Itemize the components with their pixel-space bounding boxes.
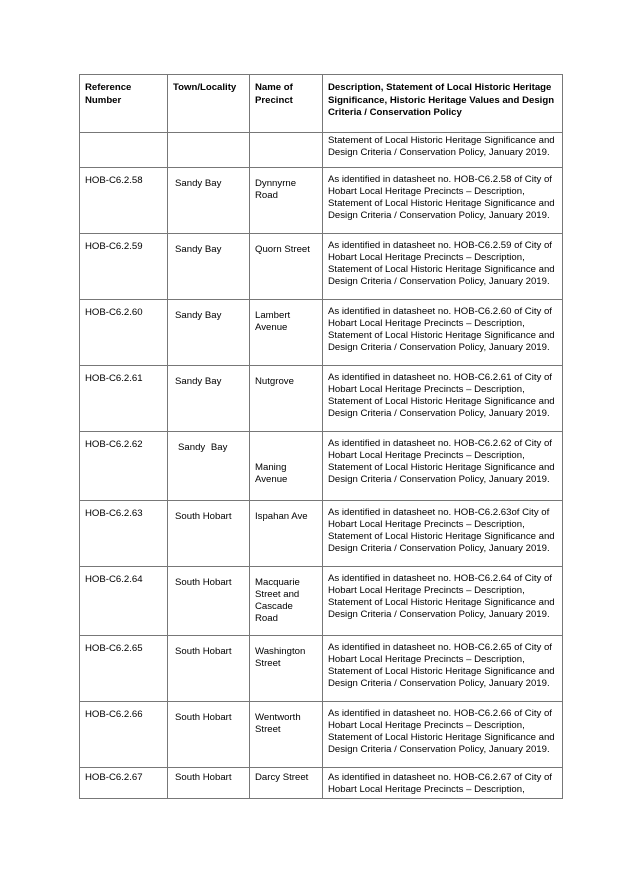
- precinct-cell: Nutgrove: [250, 366, 323, 432]
- table-row: [80, 366, 563, 432]
- header-precinct-name: Name of Precinct: [250, 75, 323, 133]
- town-cell: South Hobart: [168, 636, 250, 702]
- description-cell: As identified in datasheet no. HOB-C6.2.60 of City of Hobart Local Heritage Precincts – Description, Statement of Local Historic Heritage Significance and Design Criteria / Conservation Policy, January 2019.: [323, 300, 563, 366]
- town-cell: Sandy Bay: [168, 366, 250, 432]
- table-row: [80, 300, 563, 366]
- table-row: [80, 234, 563, 300]
- description-cell: As identified in datasheet no. HOB-C6.2.63of City of Hobart Local Heritage Precincts – Description, Statement of Local Historic Heritage Significance and Design Criteria / Conservation Policy, January 2019.: [323, 501, 563, 567]
- town-cell: Sandy Bay: [168, 168, 250, 234]
- precinct-cell: Dynnyrne Road: [250, 168, 323, 234]
- reference-cell: HOB-C6.2.66: [80, 702, 168, 768]
- heritage-precincts-table: [79, 74, 563, 799]
- description-cell: As identified in datasheet no. HOB-C6.2.65 of City of Hobart Local Heritage Precincts – Description, Statement of Local Historic Heritage Significance and Design Criteria / Conservation Policy, January 2019.: [323, 636, 563, 702]
- town-cell: South Hobart: [168, 501, 250, 567]
- reference-cell: HOB-C6.2.67: [80, 768, 168, 799]
- header-description: Description, Statement of Local Historic Heritage Significance, Historic Heritage Values and Design Criteria / Conservation Policy: [323, 75, 563, 133]
- table-row: [80, 636, 563, 702]
- reference-cell: HOB-C6.2.63: [80, 501, 168, 567]
- precinct-cell: Maning Avenue: [250, 432, 323, 501]
- reference-cell: HOB-C6.2.64: [80, 567, 168, 636]
- reference-cell: HOB-C6.2.60: [80, 300, 168, 366]
- reference-cell: HOB-C6.2.62: [80, 432, 168, 501]
- town-cell: South Hobart: [168, 702, 250, 768]
- town-cell: Sandy Bay: [168, 432, 250, 501]
- description-cell: As identified in datasheet no. HOB-C6.2.59 of City of Hobart Local Heritage Precincts – Description, Statement of Local Historic Heritage Significance and Design Criteria / Conservation Policy, January 2019.: [323, 234, 563, 300]
- continuation-row: [80, 133, 563, 168]
- precinct-cell: Quorn Street: [250, 234, 323, 300]
- table-row: [80, 168, 563, 234]
- town-cell: Sandy Bay: [168, 234, 250, 300]
- table-row: [80, 567, 563, 636]
- description-cell: As identified in datasheet no. HOB-C6.2.66 of City of Hobart Local Heritage Precincts – Description, Statement of Local Historic Heritage Significance and Design Criteria / Conservation Policy, January 2019.: [323, 702, 563, 768]
- table-row: [80, 702, 563, 768]
- table-header-row: [80, 75, 563, 133]
- continuation-ref-cell: [80, 133, 168, 168]
- reference-cell: HOB-C6.2.58: [80, 168, 168, 234]
- description-cell: As identified in datasheet no. HOB-C6.2.61 of City of Hobart Local Heritage Precincts – Description, Statement of Local Historic Heritage Significance and Design Criteria / Conservation Policy, January 2019.: [323, 366, 563, 432]
- table-row: [80, 432, 563, 501]
- precinct-cell: Lambert Avenue: [250, 300, 323, 366]
- continuation-precinct-cell: [250, 133, 323, 168]
- continuation-description: Statement of Local Historic Heritage Significance and Design Criteria / Conservation Policy, January 2019.: [323, 133, 563, 168]
- precinct-cell: Ispahan Ave: [250, 501, 323, 567]
- continuation-town-cell: [168, 133, 250, 168]
- precinct-cell: Macquarie Street and Cascade Road: [250, 567, 323, 636]
- town-cell: Sandy Bay: [168, 300, 250, 366]
- header-town-locality: Town/Locality: [168, 75, 250, 133]
- town-cell: South Hobart: [168, 567, 250, 636]
- description-cell: As identified in datasheet no. HOB-C6.2.62 of City of Hobart Local Heritage Precincts – Description, Statement of Local Historic Heritage Significance and Design Criteria / Conservation Policy, January 2019.: [323, 432, 563, 501]
- description-cell: As identified in datasheet no. HOB-C6.2.67 of City of Hobart Local Heritage Precincts – Description,: [323, 768, 563, 799]
- town-cell: South Hobart: [168, 768, 250, 799]
- precinct-cell: Washington Street: [250, 636, 323, 702]
- description-cell: As identified in datasheet no. HOB-C6.2.64 of City of Hobart Local Heritage Precincts – Description, Statement of Local Historic Heritage Significance and Design Criteria / Conservation Policy, January 2019.: [323, 567, 563, 636]
- table-row: [80, 501, 563, 567]
- table-row: [80, 768, 563, 799]
- header-reference-number: Reference Number: [80, 75, 168, 133]
- reference-cell: HOB-C6.2.65: [80, 636, 168, 702]
- reference-cell: HOB-C6.2.59: [80, 234, 168, 300]
- reference-cell: HOB-C6.2.61: [80, 366, 168, 432]
- precinct-cell: Wentworth Street: [250, 702, 323, 768]
- precinct-cell: Darcy Street: [250, 768, 323, 799]
- description-cell: As identified in datasheet no. HOB-C6.2.58 of City of Hobart Local Heritage Precincts – Description, Statement of Local Historic Heritage Significance and Design Criteria / Conservation Policy, January 2019.: [323, 168, 563, 234]
